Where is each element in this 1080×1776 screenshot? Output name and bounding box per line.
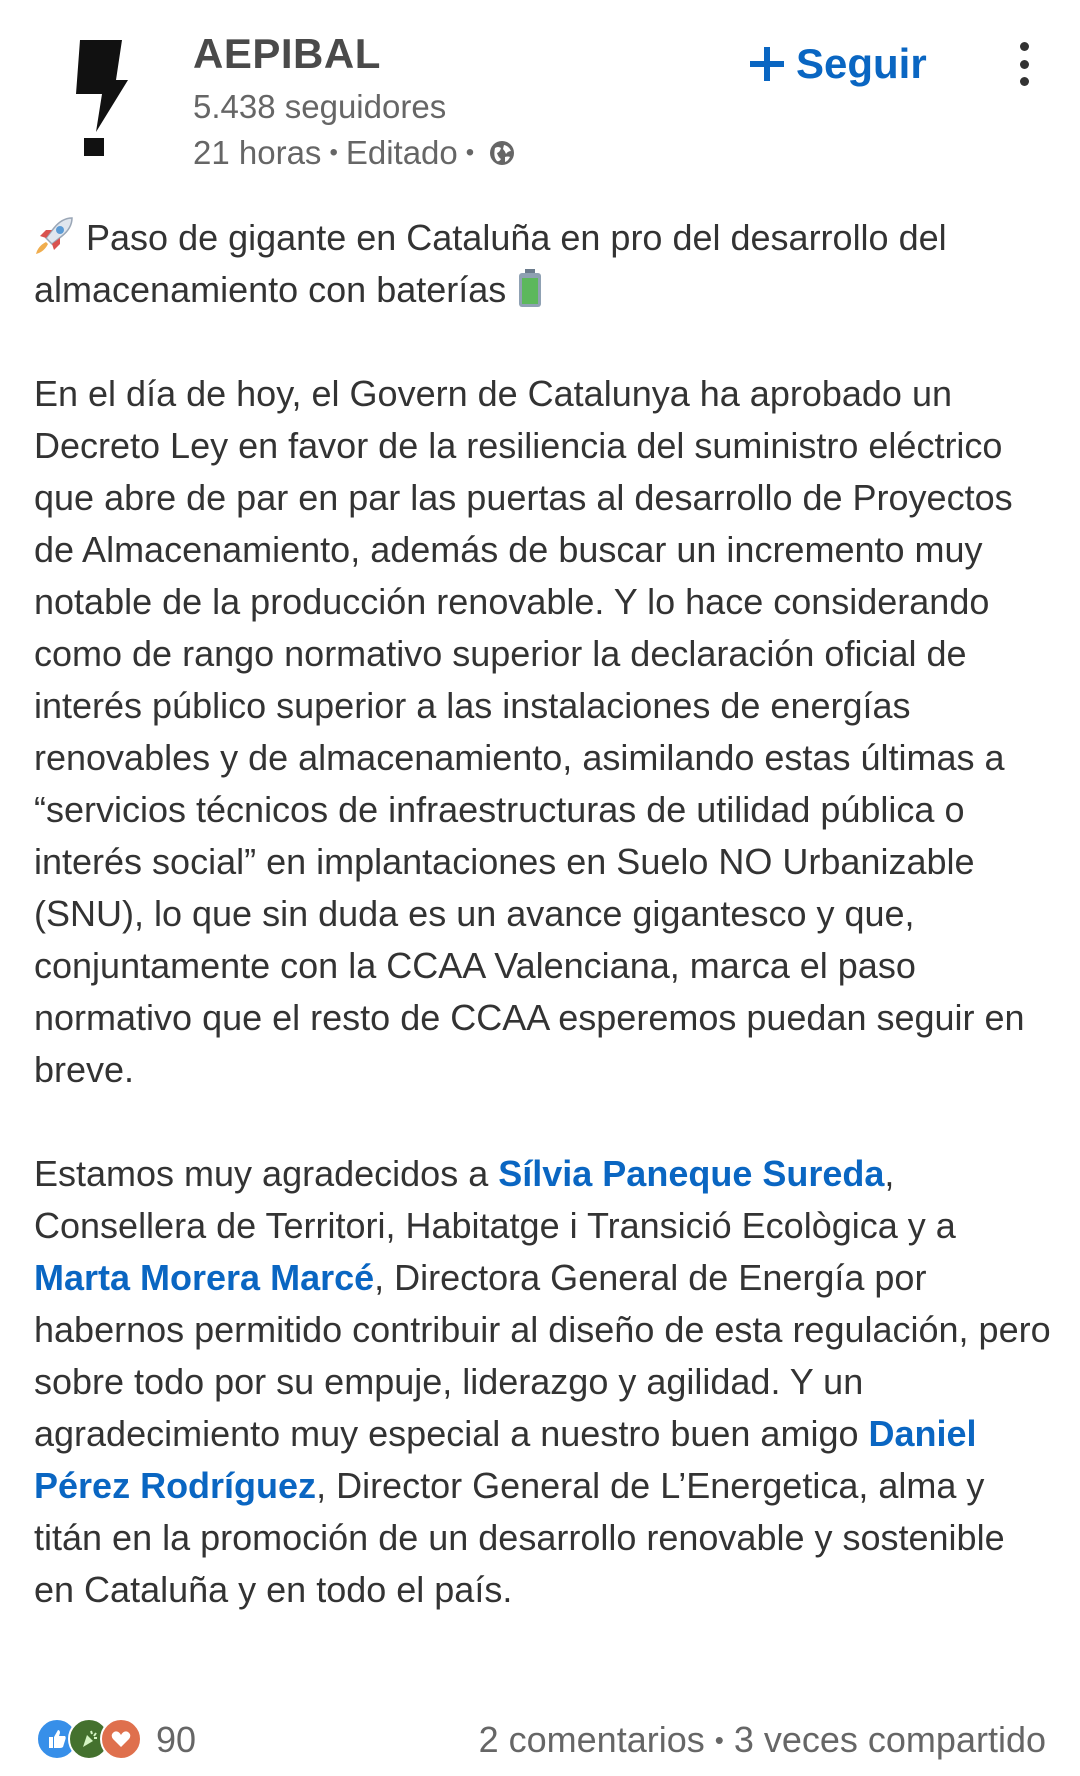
globe-icon xyxy=(488,139,516,167)
follow-label: Seguir xyxy=(796,40,927,87)
thanks-intro: Estamos muy agradecidos a xyxy=(34,1153,499,1194)
social-counts xyxy=(479,1718,1046,1762)
reaction-icons[interactable] xyxy=(36,1718,132,1760)
mention-link[interactable]: Sílvia Paneque Sureda xyxy=(498,1153,885,1194)
company-name[interactable]: AEPIBAL xyxy=(193,30,381,77)
thanks-text: , Director General de L’Energetica, alma y titán en la promoción de un desarrollo renovable y sostenible en Cataluña y en todo el país. xyxy=(34,1465,1005,1610)
post-paragraph-1: En el día de hoy, el Govern de Catalunya ha aprobado un Decreto Ley en favor de la resiliencia del suministro eléctrico que abre de par en par las puertas al desarrollo de Proyectos de Almacenamiento, además de buscar un incremento muy notable de la producción renovable. Y lo hace considerando como de rango normativo superior la declaración oficial de interés público superior a las instalaciones de energías renovables y de almacenamiento, asimilando estas últimas a “servicios técnicos de infraestructuras de utilidad pública o interés social” en implantaciones en Suelo NO Urbanizable (SNU), lo que sin duda es un avance gigantesco y que, conjuntamente con la CCAA Valenciana, marca el paso normativo que el resto de CCAA esperemos puedan seguir en breve. xyxy=(34,373,1025,1090)
post-body xyxy=(34,212,1054,1616)
thanks-text: , Consellera de Territori, Habitatge i Transició Ecològica y a xyxy=(34,1153,956,1246)
follower-count: 5.438 seguidores xyxy=(193,88,447,125)
thanks-text: , Directora General de Energía por habernos permitido contribuir al diseño de esta regulación, pero sobre todo por su empuje, liderazgo y agilidad. Y un agradecimiento muy especial a nuestro buen amigo xyxy=(34,1257,1051,1454)
post-headline xyxy=(34,212,1054,316)
love-icon xyxy=(100,1718,142,1760)
reaction-count[interactable]: 90 xyxy=(156,1719,197,1760)
mention-link[interactable]: Daniel Pérez Rodríguez xyxy=(34,1413,977,1506)
post-time: 21 horas xyxy=(193,134,322,171)
battery-icon xyxy=(516,268,544,308)
post-paragraph-2 xyxy=(34,1148,1054,1616)
meta-separator: • xyxy=(329,139,338,166)
plus-icon xyxy=(748,45,786,83)
share-count[interactable]: 3 veces compartido xyxy=(733,1719,1046,1760)
company-logo[interactable] xyxy=(72,40,128,158)
follow-button[interactable] xyxy=(748,34,927,94)
count-separator: • xyxy=(714,1725,724,1755)
social-bar xyxy=(0,1710,1080,1770)
comment-count[interactable]: 2 comentarios xyxy=(478,1719,705,1760)
more-options-icon[interactable] xyxy=(1006,42,1042,86)
edited-label: Editado xyxy=(345,134,458,171)
headline-text: Paso de gigante en Cataluña en pro del desarrollo del almacenamiento con baterías xyxy=(34,217,947,310)
rocket-icon xyxy=(34,216,76,256)
post-meta xyxy=(193,134,516,172)
post-header xyxy=(0,0,1080,200)
mention-link[interactable]: Marta Morera Marcé xyxy=(34,1257,375,1298)
meta-separator: • xyxy=(465,139,475,166)
